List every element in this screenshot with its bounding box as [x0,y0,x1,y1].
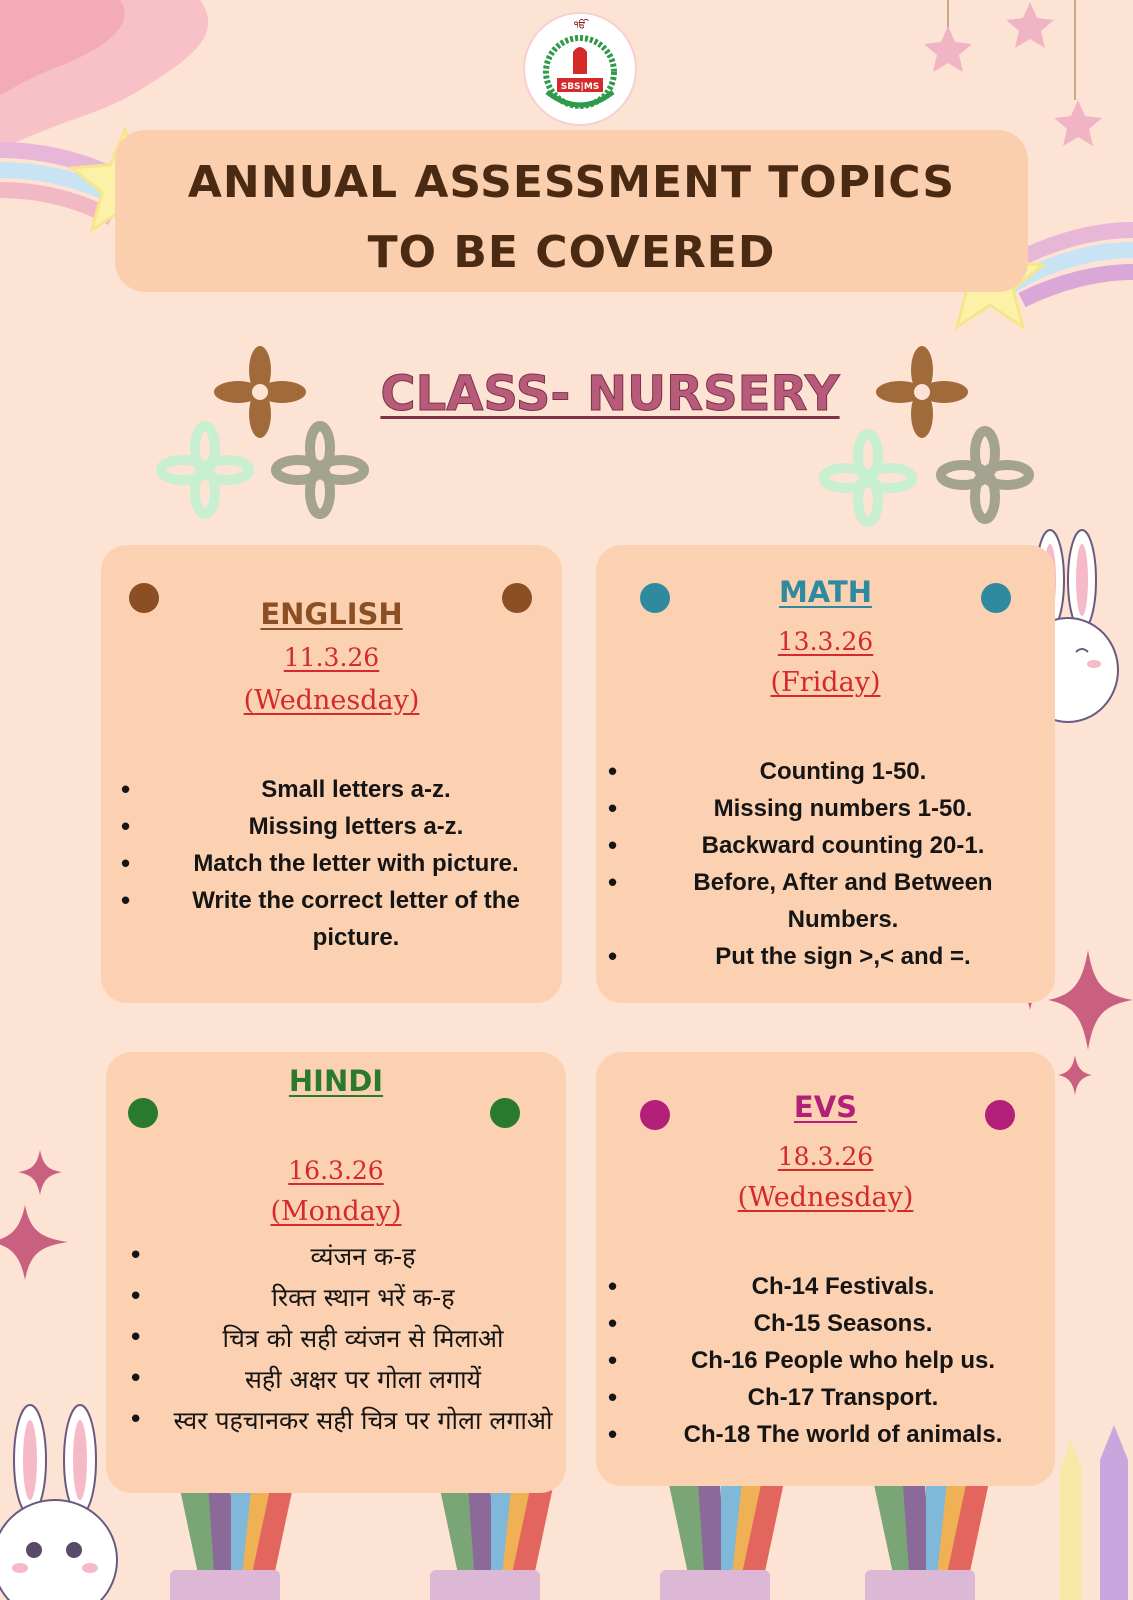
topic-item: • Ch-14 Festivals. [606,1268,1036,1305]
title-line-2: TO BE COVERED [367,227,776,278]
subject-title: HINDI [288,1064,384,1098]
exam-day: (Friday) [770,667,881,698]
exam-day: (Monday) [270,1196,402,1227]
hindi-card [106,1052,566,1493]
topic-item: • Small letters a-z. [119,771,549,808]
topic-item: • Write the correct letter of the picture. [119,882,549,956]
topic-list [606,1268,1036,1453]
topic-item: • Ch-15 Seasons. [606,1305,1036,1342]
topic-list [126,1236,556,1441]
exam-day: (Wednesday) [243,685,420,716]
school-logo [525,14,635,124]
exam-date: 18.3.26 [777,1142,874,1171]
exam-day: (Wednesday) [737,1182,914,1213]
topic-item: • Counting 1-50. [606,753,1036,790]
topic-item: • व्यंजन क-ह [126,1236,556,1277]
topic-item: • Match the letter with picture. [119,845,549,882]
topic-item: • Put the sign >,< and =. [606,938,1036,975]
logo-badge-text: SBS|MS [560,82,600,92]
exam-date: 13.3.26 [777,627,874,656]
subject-title: ENGLISH [260,597,403,631]
exam-date: 16.3.26 [288,1156,384,1185]
exam-date: 11.3.26 [283,643,380,672]
topic-item: • सही अक्षर पर गोला लगायें [126,1359,556,1400]
topic-item: • Missing letters a-z. [119,808,549,845]
topic-item: • Backward counting 20-1. [606,827,1036,864]
topic-list [119,771,549,956]
page-title [115,148,1028,288]
topic-item: • रिक्त स्थान भरें क-ह [126,1277,556,1318]
english-card [101,545,562,1003]
math-card [596,545,1055,1003]
topic-item: • स्वर पहचानकर सही चित्र पर गोला लगाओ [126,1400,556,1441]
card-dot-right [490,1098,520,1128]
topic-item: • Missing numbers 1-50. [606,790,1036,827]
class-title: CLASS- NURSERY [380,366,840,422]
evs-card [596,1052,1055,1486]
logo-top-symbol: ੴ [573,20,587,31]
topic-item: • Ch-17 Transport. [606,1379,1036,1416]
subject-title: MATH [778,575,873,609]
card-dot-left [128,1098,158,1128]
title-banner [115,130,1028,292]
topic-list [606,753,1036,975]
topic-item: • चित्र को सही व्यंजन से मिलाओ [126,1318,556,1359]
topic-item: • Ch-16 People who help us. [606,1342,1036,1379]
subject-title: EVS [793,1090,858,1124]
title-line-1: ANNUAL ASSESSMENT TOPICS [187,157,956,208]
topic-item: • Ch-18 The world of animals. [606,1416,1036,1453]
topic-item: • Before, After and Between Numbers. [606,864,1036,938]
